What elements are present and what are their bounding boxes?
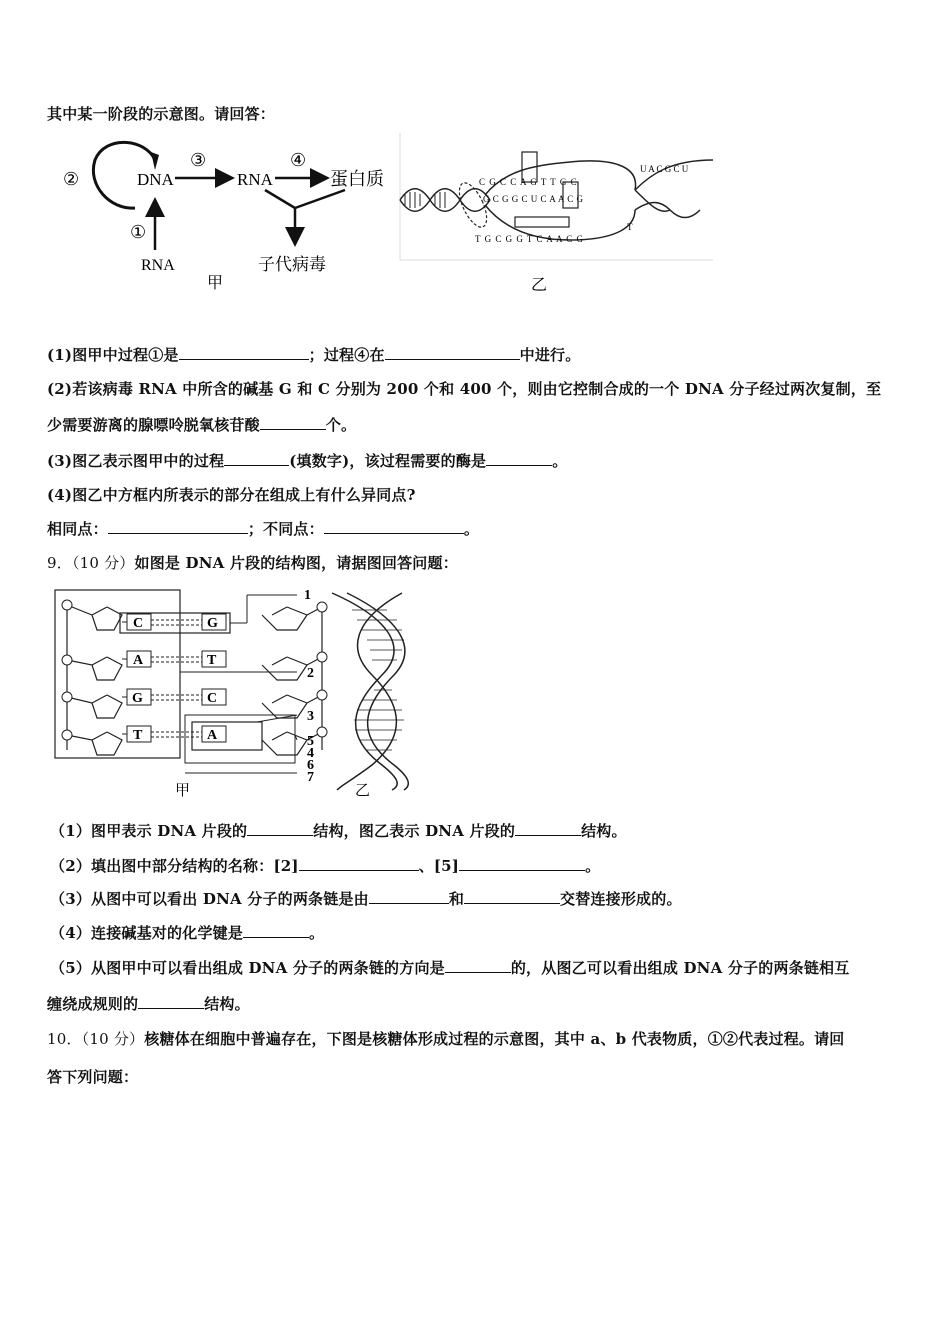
answer-blank[interactable] <box>369 889 449 904</box>
double-helix <box>332 593 408 790</box>
label-virus: 子代病毒 <box>258 255 326 274</box>
answer-blank[interactable] <box>224 451 289 466</box>
base-right-4: A <box>207 728 218 743</box>
answer-blank[interactable] <box>247 821 313 836</box>
rna-strand-letters: G C G G C U C A A C G <box>483 194 584 204</box>
base-left-1: C <box>133 616 144 631</box>
q9-stem: 9．（10 分）如图是 DNA 片段的结构图，请据图回答问题： <box>47 554 458 572</box>
caption-dna-jia: 甲 <box>175 783 191 799</box>
q10-line1: 10．（10 分）核糖体在细胞中普遍存在，下图是核糖体形成过程的示意图，其中 a、b 代表物质，①②代表过程。请回 <box>47 1030 845 1048</box>
caption-jia: 甲 <box>207 275 224 292</box>
answer-blank[interactable] <box>459 856 585 871</box>
answer-blank[interactable] <box>515 821 581 836</box>
intro-text: 其中某一阶段的示意图。请回答： <box>47 105 276 123</box>
answer-blank[interactable] <box>179 345 309 360</box>
label-6: 6 <box>307 758 314 773</box>
caption-yi: 乙 <box>531 277 548 294</box>
label-2: 2 <box>307 666 314 681</box>
base-left-3: G <box>132 691 143 706</box>
answer-blank[interactable] <box>260 415 326 430</box>
label-rna-bottom: RNA <box>141 257 175 274</box>
label-protein: 蛋白质 <box>330 169 384 189</box>
q8-part3: (3)图乙表示图甲中的过程 (填数字)，该过程需要的酶是 。 <box>47 452 568 470</box>
answer-blank[interactable] <box>445 958 511 973</box>
answer-blank[interactable] <box>299 856 419 871</box>
answer-blank[interactable] <box>243 923 309 938</box>
label-circle-2: ② <box>63 169 80 189</box>
base-left-4: T <box>133 728 143 743</box>
q10-line2: 答下列问题： <box>47 1068 139 1086</box>
label-3: 3 <box>307 709 314 724</box>
caption-dna-yi: 乙 <box>355 783 371 799</box>
answer-blank[interactable] <box>324 519 464 534</box>
label-rna-mid: RNA <box>237 170 273 189</box>
bottom-strand-letters: T G C G G T C A A C G <box>475 234 585 244</box>
figure-dna-structure <box>52 585 422 800</box>
q9-sub2: （2）填出图中部分结构的名称：[2] 、[5] 。 <box>50 857 601 875</box>
figure-yi <box>395 130 715 300</box>
q8-part2-line1: (2)若该病毒 RNA 中所含的碱基 G 和 C 分别为 200 个和 400 个，则由它控制合成的一个 DNA 分子经过两次复制，至 <box>47 380 882 398</box>
answer-blank[interactable] <box>138 994 204 1009</box>
label-4: 4 <box>307 746 314 761</box>
q9-sub5-line2: 缠绕成规则的 结构。 <box>47 995 250 1013</box>
q9-sub3: （3）从图中可以看出 DNA 分子的两条链是由 和 交替连接形成的。 <box>50 890 682 908</box>
answer-blank[interactable] <box>385 345 520 360</box>
answer-blank[interactable] <box>486 451 552 466</box>
q8-part4: (4)图乙中方框内所表示的部分在组成上有什么异同点? <box>47 486 416 504</box>
base-left-2: A <box>133 653 144 668</box>
label-5: 5 <box>307 734 314 749</box>
label-circle-1: ① <box>130 222 147 242</box>
letter-t: T <box>627 222 633 232</box>
q9-sub4: （4）连接碱基对的化学键是 。 <box>50 924 325 942</box>
q9-sub5-line1: （5）从图甲中可以看出组成 DNA 分子的两条链的方向是 的，从图乙可以看出组成 DNA 分子的两条链相互 <box>50 959 850 977</box>
base-right-3: C <box>207 691 218 706</box>
label-circle-3: ③ <box>190 150 207 170</box>
q9-sub1: （1）图甲表示 DNA 片段的 结构，图乙表示 DNA 片段的 结构。 <box>50 822 627 840</box>
answer-blank[interactable] <box>464 889 560 904</box>
q8-part5: 相同点： ；不同点： 。 <box>47 520 480 538</box>
figure-jia <box>55 130 395 300</box>
label-1: 1 <box>304 588 311 603</box>
label-dna: DNA <box>137 170 174 189</box>
answer-blank[interactable] <box>108 519 248 534</box>
box-middle <box>515 217 569 227</box>
q8-part1: (1)图甲中过程①是 ；过程④在 中进行。 <box>47 346 581 364</box>
base-right-2: T <box>207 653 217 668</box>
label-7: 7 <box>307 770 314 785</box>
q8-part2-line2: 少需要游离的腺嘌呤脱氧核苷酸 个。 <box>47 416 357 434</box>
base-right-1: G <box>207 616 218 631</box>
label-circle-4: ④ <box>290 150 307 170</box>
top-strand-letters: C G C C A G T T G C <box>479 177 578 187</box>
rna-tail-letters: U A C G C U <box>640 164 689 174</box>
